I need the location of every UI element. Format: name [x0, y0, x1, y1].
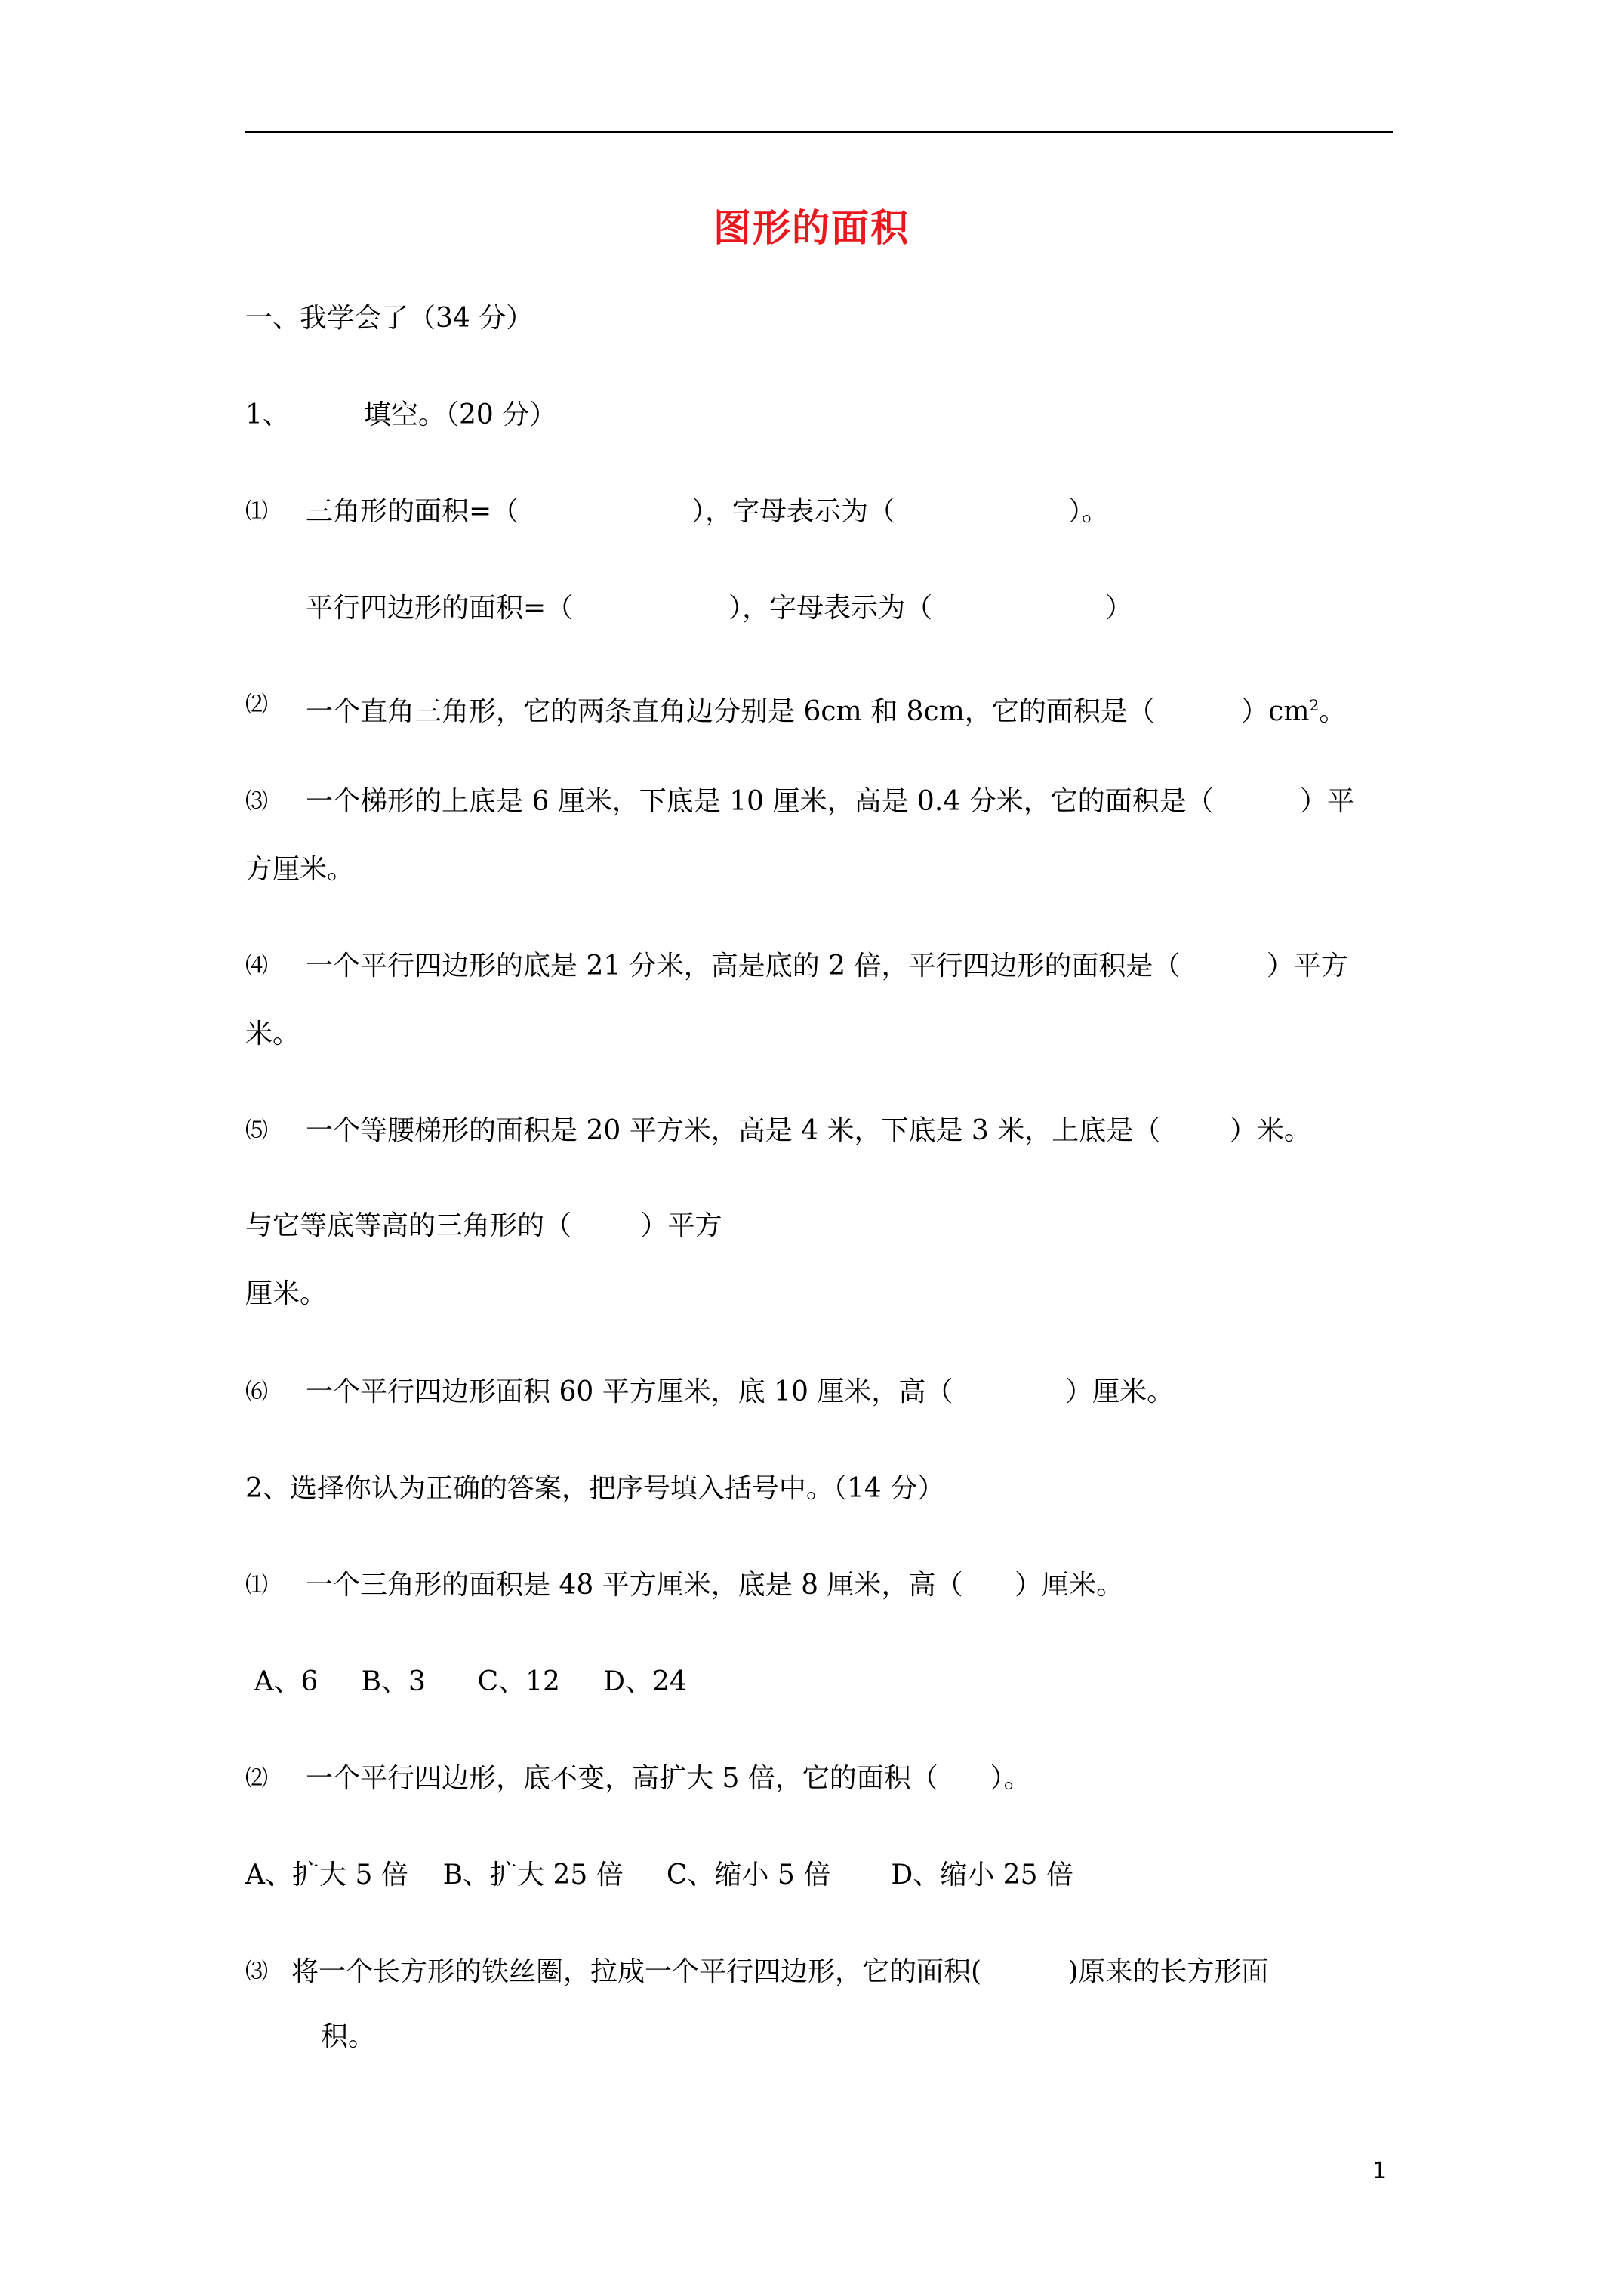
- choice-2-options: A、扩大 5 倍 B、扩大 25 倍 C、缩小 5 倍 D、缩小 25 倍: [245, 1860, 1073, 1891]
- item-2-sup: 2: [1309, 696, 1320, 714]
- item-5-number: ⑸: [245, 1117, 268, 1144]
- section-heading: 一、我学会了（34 分）: [245, 303, 534, 334]
- page-number: 1: [1372, 2158, 1387, 2184]
- item-3-continuation: 方厘米。: [245, 854, 355, 885]
- item-4-text: 一个平行四边形的底是 21 分米，高是底的 2 倍，平行四边形的面积是（ ）平方: [306, 951, 1348, 982]
- choice-2-text: 一个平行四边形，底不变，高扩大 5 倍，它的面积（ ）。: [306, 1763, 1031, 1794]
- question-2-heading: 2、选择你认为正确的答案，把序号填入括号中。（14 分）: [245, 1473, 945, 1504]
- choice-1-text: 一个三角形的面积是 48 平方厘米，底是 8 厘米，高（ ）厘米。: [306, 1570, 1124, 1601]
- item-4-number: ⑷: [245, 953, 268, 979]
- choice-3-continuation: 积。: [321, 2021, 376, 2052]
- item-3-text: 一个梯形的上底是 6 厘米，下底是 10 厘米，高是 0.4 分米，它的面积是（ ）平: [306, 786, 1355, 817]
- choice-3-text: 将一个长方形的铁丝圈，拉成一个平行四边形，它的面积( )原来的长方形面: [291, 1956, 1269, 1987]
- header-rule: [245, 131, 1393, 133]
- choice-2-number: ⑵: [245, 1765, 268, 1792]
- question-1-text: 填空。（20 分）: [364, 399, 557, 430]
- item-5-text: 一个等腰梯形的面积是 20 平方米，高是 4 米，下底是 3 米，上底是（ ）米。: [306, 1115, 1311, 1146]
- item-6-number: ⑹: [245, 1379, 268, 1405]
- item-1b-text: 平行四边形的面积=（ ），字母表示为（ ）: [306, 593, 1133, 624]
- choice-3-number: ⑶: [245, 1959, 268, 1985]
- item-3-number: ⑶: [245, 788, 268, 815]
- item-2-tail: 。: [1319, 696, 1347, 727]
- page-title: 图形的面积: [713, 205, 910, 250]
- question-1-number: 1、: [245, 399, 290, 430]
- item-2-text: 一个直角三角形，它的两条直角边分别是 6cm 和 8cm，它的面积是（ ）cm: [306, 696, 1310, 727]
- item-6-text: 一个平行四边形面积 60 平方厘米，底 10 厘米，高（ ）厘米。: [306, 1376, 1175, 1407]
- item-2-line: [306, 689, 1346, 729]
- item-4-continuation: 米。: [245, 1019, 300, 1049]
- item-5b-continuation: 厘米。: [245, 1278, 328, 1309]
- item-2-number: ⑵: [245, 692, 268, 718]
- item-5b-text: 与它等底等高的三角形的（ ）平方: [245, 1210, 722, 1241]
- choice-1-options: A、6 B、3 C、12 D、24: [245, 1666, 687, 1697]
- item-1-number: ⑴: [245, 498, 268, 525]
- choice-1-number: ⑴: [245, 1572, 268, 1598]
- item-1-text: 三角形的面积=（ ），字母表示为（ ）。: [306, 496, 1109, 527]
